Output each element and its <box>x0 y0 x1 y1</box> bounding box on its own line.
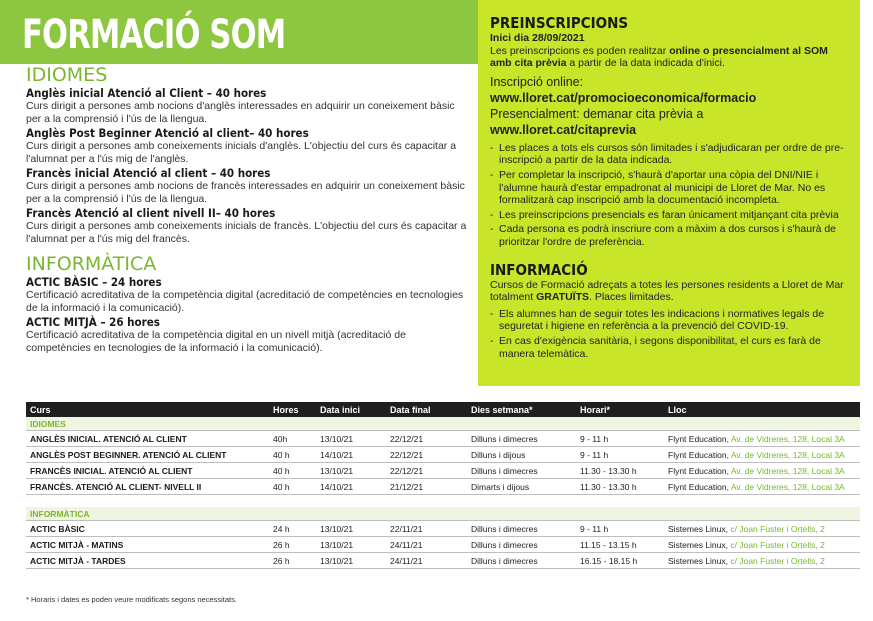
intro-text-end: . Places limitades. <box>589 291 674 304</box>
hours-cell: 24 h <box>273 523 290 534</box>
days-cell: Dilluns i dijous <box>471 449 526 460</box>
start-date-cell: 14/10/21 <box>320 481 354 492</box>
start-date: Inici dia 28/09/2021 <box>490 32 585 44</box>
schedule-cell: 9 - 11 h <box>580 523 609 534</box>
col-header: Lloc <box>668 404 687 415</box>
col-header: Curs <box>30 404 51 415</box>
intro-bold: GRATUÏTS <box>536 291 589 304</box>
online-link[interactable]: www.lloret.cat/promocioeconomica/formacio <box>490 90 757 105</box>
course-title: Anglès inicial Atenció al Client – 40 hores <box>26 86 267 100</box>
table-row <box>26 479 860 495</box>
informacio-heading: INFORMACIÓ <box>490 260 588 279</box>
page-title: FORMACIÓ SOM <box>22 12 286 58</box>
course-title: Francès Atenció al client nivell II– 40 hores <box>26 206 276 220</box>
location-address: Av. de Vidreres, 128, Local 3A <box>730 449 845 460</box>
course-description: Curs dirigit a persones amb nocions d'anglès interessades en adquirir un coneixement bàsic per a la comprensió i l'ús de la llengua. <box>26 100 455 125</box>
presencial-label: Presencialment: demanar cita prèvia a <box>490 106 704 121</box>
schedule-cell: 9 - 11 h <box>580 449 609 460</box>
hours-cell: 40h <box>273 433 288 444</box>
location-cell <box>664 482 860 492</box>
days-cell: Dilluns i dimecres <box>471 523 538 534</box>
info-panel <box>478 0 860 386</box>
location-address: Av. de Vidreres, 128, Local 3A <box>730 433 845 444</box>
intro-bold: online o presencialment al SOM amb cita prèvia <box>490 44 828 70</box>
course-description: Curs dirigit a persones amb nocions de francès interessades en adquirir un coneixement bàsic per a la comprensió i l'ús de la llengua. <box>26 180 465 205</box>
end-date-cell: 22/12/21 <box>390 449 424 460</box>
list-item: - Els alumnes han de seguir totes les indicacions i normatives legals de seguretat i higiene en referència a la prevenció del COVID-19. <box>490 308 848 333</box>
location-cell <box>664 434 860 444</box>
location-name: Flynt Education, <box>668 449 731 460</box>
table-body <box>26 417 860 569</box>
days-cell: Dilluns i dimecres <box>471 539 538 550</box>
location-name: Flynt Education, <box>668 481 731 492</box>
schedule-cell: 9 - 11 h <box>580 433 609 444</box>
days-cell: Dimarts i dijous <box>471 481 530 492</box>
days-cell: Dilluns i dimecres <box>471 433 538 444</box>
preinscripcions-heading: PREINSCRIPCIONS <box>490 14 629 32</box>
list-item: - En cas d'exigència sanitària, i segons disponibilitat, el curs es farà de manera telemàtica. <box>490 335 848 360</box>
location-address: Av. de Vidreres, 128, Local 3A <box>730 465 845 476</box>
course-description: Curs dirigit a persones amb coneixements inicials de francès. L'objectiu del curs és capacitar a l'alumnat per a l'ús mig del francès. <box>26 220 467 245</box>
online-line <box>490 74 848 106</box>
end-date-cell: 24/11/21 <box>390 555 423 566</box>
hours-cell: 40 h <box>273 449 290 460</box>
start-date-cell: 13/10/21 <box>320 539 354 550</box>
intro-text-end: a partir de la data indicada d'inici. <box>566 57 725 70</box>
course-cell: ANGLÈS POST BEGINNER. ATENCIÓ AL CLIENT <box>30 449 227 460</box>
schedule-cell: 11.15 - 13.15 h <box>580 539 637 550</box>
location-address: c/ Joan Fuster i Ortells, 2 <box>730 539 825 550</box>
course-cell: ANGLÈS INICIAL. ATENCIÓ AL CLIENT <box>30 433 187 444</box>
courses-column <box>26 64 471 355</box>
schedule-table <box>26 402 860 569</box>
list-item: - Les places a tots els cursos són limitades i s'adjudicaran per ordre de pre-inscripció a partir de la data indicada. <box>490 142 848 167</box>
location-name: Sistemes Linux, <box>668 523 731 534</box>
course-title: Francès inicial Atenció al client – 40 hores <box>26 166 271 180</box>
hours-cell: 26 h <box>273 555 290 566</box>
course-cell: ACTIC MITJÀ - TARDES <box>30 555 126 566</box>
preinscripcions-intro <box>490 45 848 70</box>
location-name: Flynt Education, <box>668 465 731 476</box>
start-date-cell: 13/10/21 <box>320 555 354 566</box>
location-name: Flynt Education, <box>668 433 731 444</box>
hours-cell: 40 h <box>273 465 290 476</box>
schedule-cell: 11.30 - 13.30 h <box>580 481 637 492</box>
group-label: INFORMÀTICA <box>30 508 90 519</box>
group-label: IDIOMES <box>30 418 66 429</box>
col-header: Horari* <box>580 404 611 415</box>
start-date-cell: 14/10/21 <box>320 449 354 460</box>
col-header: Dies setmana* <box>471 404 533 415</box>
table-row <box>26 447 860 463</box>
start-date-cell: 13/10/21 <box>320 433 354 444</box>
list-item: - Cada persona es podrà inscriure com a màxim a dos cursos i s'haurà de prioritzar l'ordre de preferència. <box>490 223 848 248</box>
footnote: * Horaris i dates es poden veure modificats segons necessitats. <box>26 595 237 604</box>
citaprevia-link[interactable]: www.lloret.cat/citaprevia <box>490 122 637 137</box>
table-row <box>26 431 860 447</box>
course-title: Anglès Post Beginner Atenció al client– 40 hores <box>26 126 309 140</box>
col-header: Data inici <box>320 404 361 415</box>
course-cell: ACTIC BÀSIC <box>30 523 85 534</box>
location-cell <box>664 466 860 476</box>
location-name: Sistemes Linux, <box>668 555 731 566</box>
course-cell: FRANCÈS INICIAL. ATENCIÓ AL CLIENT <box>30 465 193 476</box>
end-date-cell: 24/11/21 <box>390 539 423 550</box>
start-date-cell: 13/10/21 <box>320 465 354 476</box>
preinscripcions-list <box>490 142 848 249</box>
course-cell: ACTIC MITJÀ - MATINS <box>30 539 124 550</box>
table-group-row <box>26 507 860 521</box>
location-cell <box>664 450 860 460</box>
course-description: Certificació acreditativa de la competència digital (acreditació de competències en tecnologies de la informació i la comunicació). <box>26 289 464 314</box>
location-cell <box>664 540 860 550</box>
table-row <box>26 521 860 537</box>
location-name: Sistemes Linux, <box>668 539 731 550</box>
days-cell: Dilluns i dimecres <box>471 465 538 476</box>
schedule-cell: 16.15 - 18.15 h <box>580 555 638 566</box>
intro-text: Cursos de Formació adreçats a totes les persones residents a Lloret de Mar totalment <box>490 278 844 304</box>
table-group-row <box>26 417 860 431</box>
col-header: Hores <box>273 404 299 415</box>
online-label: Inscripció online: <box>490 74 584 89</box>
presencial-line <box>490 106 848 138</box>
course-description: Curs dirigit a persones amb coneixements inicials d'anglès. L'objectiu del curs és capacitar a l'alumnat per a l'ús mig de l'anglès. <box>26 140 457 165</box>
course-title: ACTIC BÀSIC – 24 hores <box>26 275 162 289</box>
course-description: Certificació acreditativa de la competència digital en un nivell mitjà (acreditació de competències en tecnologies de la informació i la comunicació). <box>26 329 406 354</box>
location-address: c/ Joan Fuster i Ortells, 2 <box>730 523 825 534</box>
group-spacer <box>26 495 860 507</box>
informacio-intro <box>490 279 848 304</box>
course-cell: FRANCÈS. ATENCIÓ AL CLIENT- NIVELL II <box>30 481 202 492</box>
informacio-list <box>490 308 848 360</box>
location-address: c/ Joan Fuster i Ortells, 2 <box>730 555 825 566</box>
list-item: - Les preinscripcions presencials es faran únicament mitjançant cita prèvia <box>490 209 848 222</box>
hours-cell: 26 h <box>273 539 290 550</box>
informatica-heading: INFORMÀTICA <box>26 253 157 275</box>
end-date-cell: 22/12/21 <box>390 465 424 476</box>
col-header: Data final <box>390 404 431 415</box>
idiomes-heading: IDIOMES <box>26 64 108 86</box>
location-cell <box>664 524 860 534</box>
hours-cell: 40 h <box>273 481 290 492</box>
table-row <box>26 553 860 569</box>
end-date-cell: 21/12/21 <box>390 481 424 492</box>
list-item: - Per completar la inscripció, s'haurà d'aportar una còpia del DNI/NIE i l'alumne haurà d'estar empadronat al municipi de Lloret de Mar. No es formalitzarà cap inscripció amb la documentació incompleta. <box>490 169 848 207</box>
days-cell: Dilluns i dimecres <box>471 555 538 566</box>
end-date-cell: 22/11/21 <box>390 523 423 534</box>
end-date-cell: 22/12/21 <box>390 433 424 444</box>
start-date-cell: 13/10/21 <box>320 523 354 534</box>
schedule-cell: 11.30 - 13.30 h <box>580 465 637 476</box>
location-cell <box>664 556 860 566</box>
table-header <box>26 402 860 417</box>
intro-text: Les preinscripcions es poden realitzar <box>490 44 670 57</box>
location-address: Av. de Vidreres, 128, Local 3A <box>730 481 845 492</box>
table-row <box>26 463 860 479</box>
table-row <box>26 537 860 553</box>
course-title: ACTIC MITJÀ – 26 hores <box>26 315 160 329</box>
